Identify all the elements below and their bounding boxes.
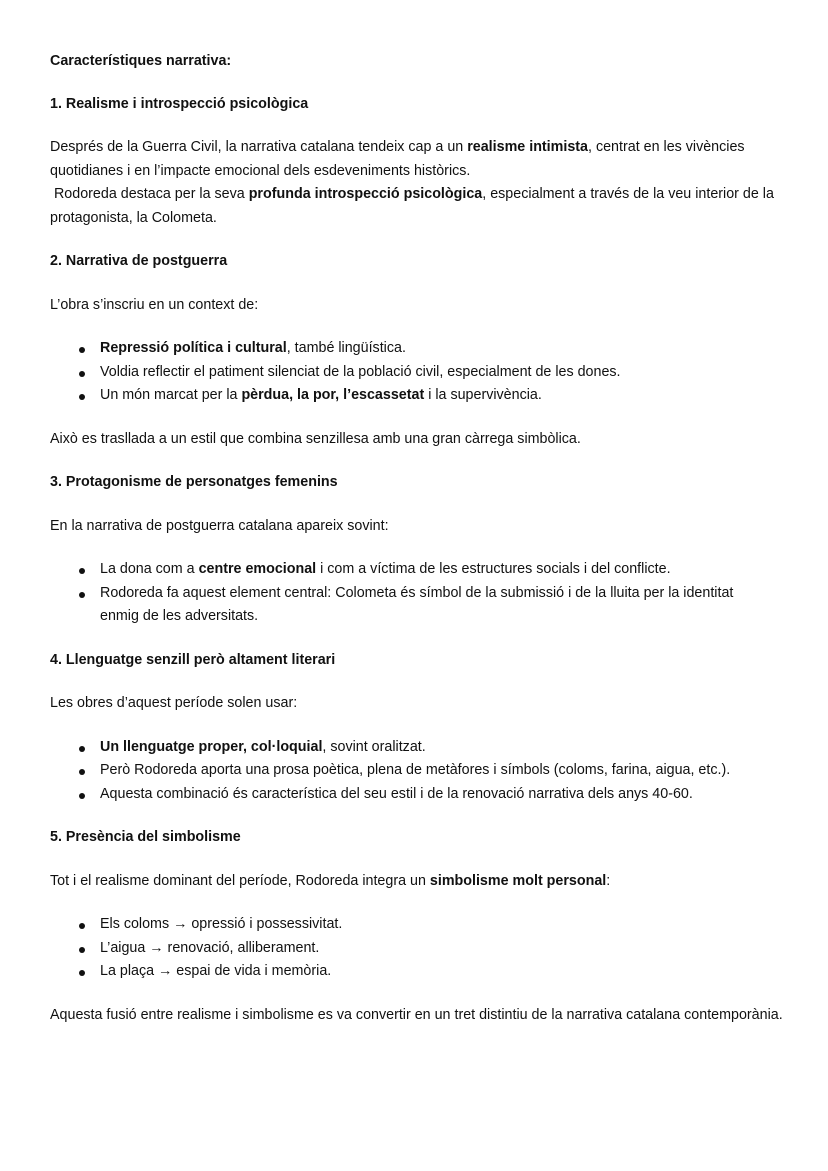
section-intro: L’obra s’inscriu en un context de: <box>50 296 259 313</box>
bullet-list <box>50 337 790 408</box>
section-llenguatge <box>50 649 790 807</box>
bullet-icon <box>79 923 85 929</box>
bullet-icon <box>79 769 85 775</box>
section-intro: En la narrativa de postguerra catalana apareix sovint: <box>50 517 389 534</box>
bullet-icon <box>79 746 85 752</box>
bullet-icon <box>79 568 85 574</box>
section-personatges-femenins <box>50 471 790 629</box>
list-item: La plaça → espai de vida i memòria. <box>50 960 790 984</box>
section-postguerra <box>50 250 790 451</box>
list-item: Voldia reflectir el patiment silenciat de la població civil, especialment de les dones. <box>50 361 790 385</box>
list-item: Un món marcat per la pèrdua, la por, l’escassetat i la supervivència. <box>50 384 790 408</box>
list-item: Però Rodoreda aporta una prosa poètica, plena de metàfores i símbols (coloms, farina, aigua, etc.). <box>50 759 790 783</box>
section-outro: Aquesta fusió entre realisme i simbolisme es va convertir en un tret distintiu de la narrativa catalana contemporània. <box>50 1006 783 1023</box>
list-item: Repressió política i cultural, també lingüística. <box>50 337 790 361</box>
list-item: Els coloms → opressió i possessivitat. <box>50 913 790 937</box>
section-realisme <box>50 93 790 231</box>
bullet-icon <box>79 592 85 598</box>
bullet-list <box>50 913 790 984</box>
section-simbolisme <box>50 826 790 1027</box>
section-heading: 5. Presència del simbolisme <box>50 829 241 845</box>
section-paragraph: Després de la Guerra Civil, la narrativa catalana tendeix cap a un realisme intimista, centrat en les vivències quotidianes i en l’impacte emocional dels esdeveniments històrics. <box>50 139 745 179</box>
list-item: La dona com a centre emocional i com a víctima de les estructures socials i del conflicte. <box>50 558 790 582</box>
bullet-icon <box>79 371 85 377</box>
section-heading: 1. Realisme i introspecció psicològica <box>50 95 309 112</box>
document-title: Característiques narrativa: <box>50 53 232 69</box>
section-heading: 3. Protagonisme de personatges femenins <box>50 474 338 490</box>
section-paragraph: Rodoreda destaca per la seva profunda introspecció psicològica, especialment a través de la veu interior de la protagonista, la Colometa. <box>50 186 778 226</box>
list-item: Aquesta combinació és característica del seu estil i de la renovació narrativa dels anys 40-60. <box>50 783 790 807</box>
list-item: L’aigua → renovació, alliberament. <box>50 937 790 961</box>
bullet-icon <box>79 970 85 976</box>
bullet-list <box>50 736 790 807</box>
list-item: Un llenguatge proper, col·loquial, sovint oralitzat. <box>50 736 790 760</box>
section-intro: Tot i el realisme dominant del període, Rodoreda integra un simbolisme molt personal: <box>50 872 611 889</box>
section-intro: Les obres d’aquest període solen usar: <box>50 695 298 711</box>
document-body <box>50 50 790 1047</box>
section-outro: Això es trasllada a un estil que combina senzillesa amb una gran càrrega simbòlica. <box>50 430 581 447</box>
bullet-icon <box>79 793 85 799</box>
section-heading: 4. Llenguatge senzill però altament literari <box>50 651 336 668</box>
bullet-list <box>50 558 790 629</box>
bullet-icon <box>79 347 85 353</box>
list-item: Rodoreda fa aquest element central: Colometa és símbol de la submissió i de la lluita per la identitat enmig de les adversitats. <box>50 582 790 629</box>
section-heading: 2. Narrativa de postguerra <box>50 253 228 269</box>
bullet-icon <box>79 394 85 400</box>
bullet-icon <box>79 947 85 953</box>
